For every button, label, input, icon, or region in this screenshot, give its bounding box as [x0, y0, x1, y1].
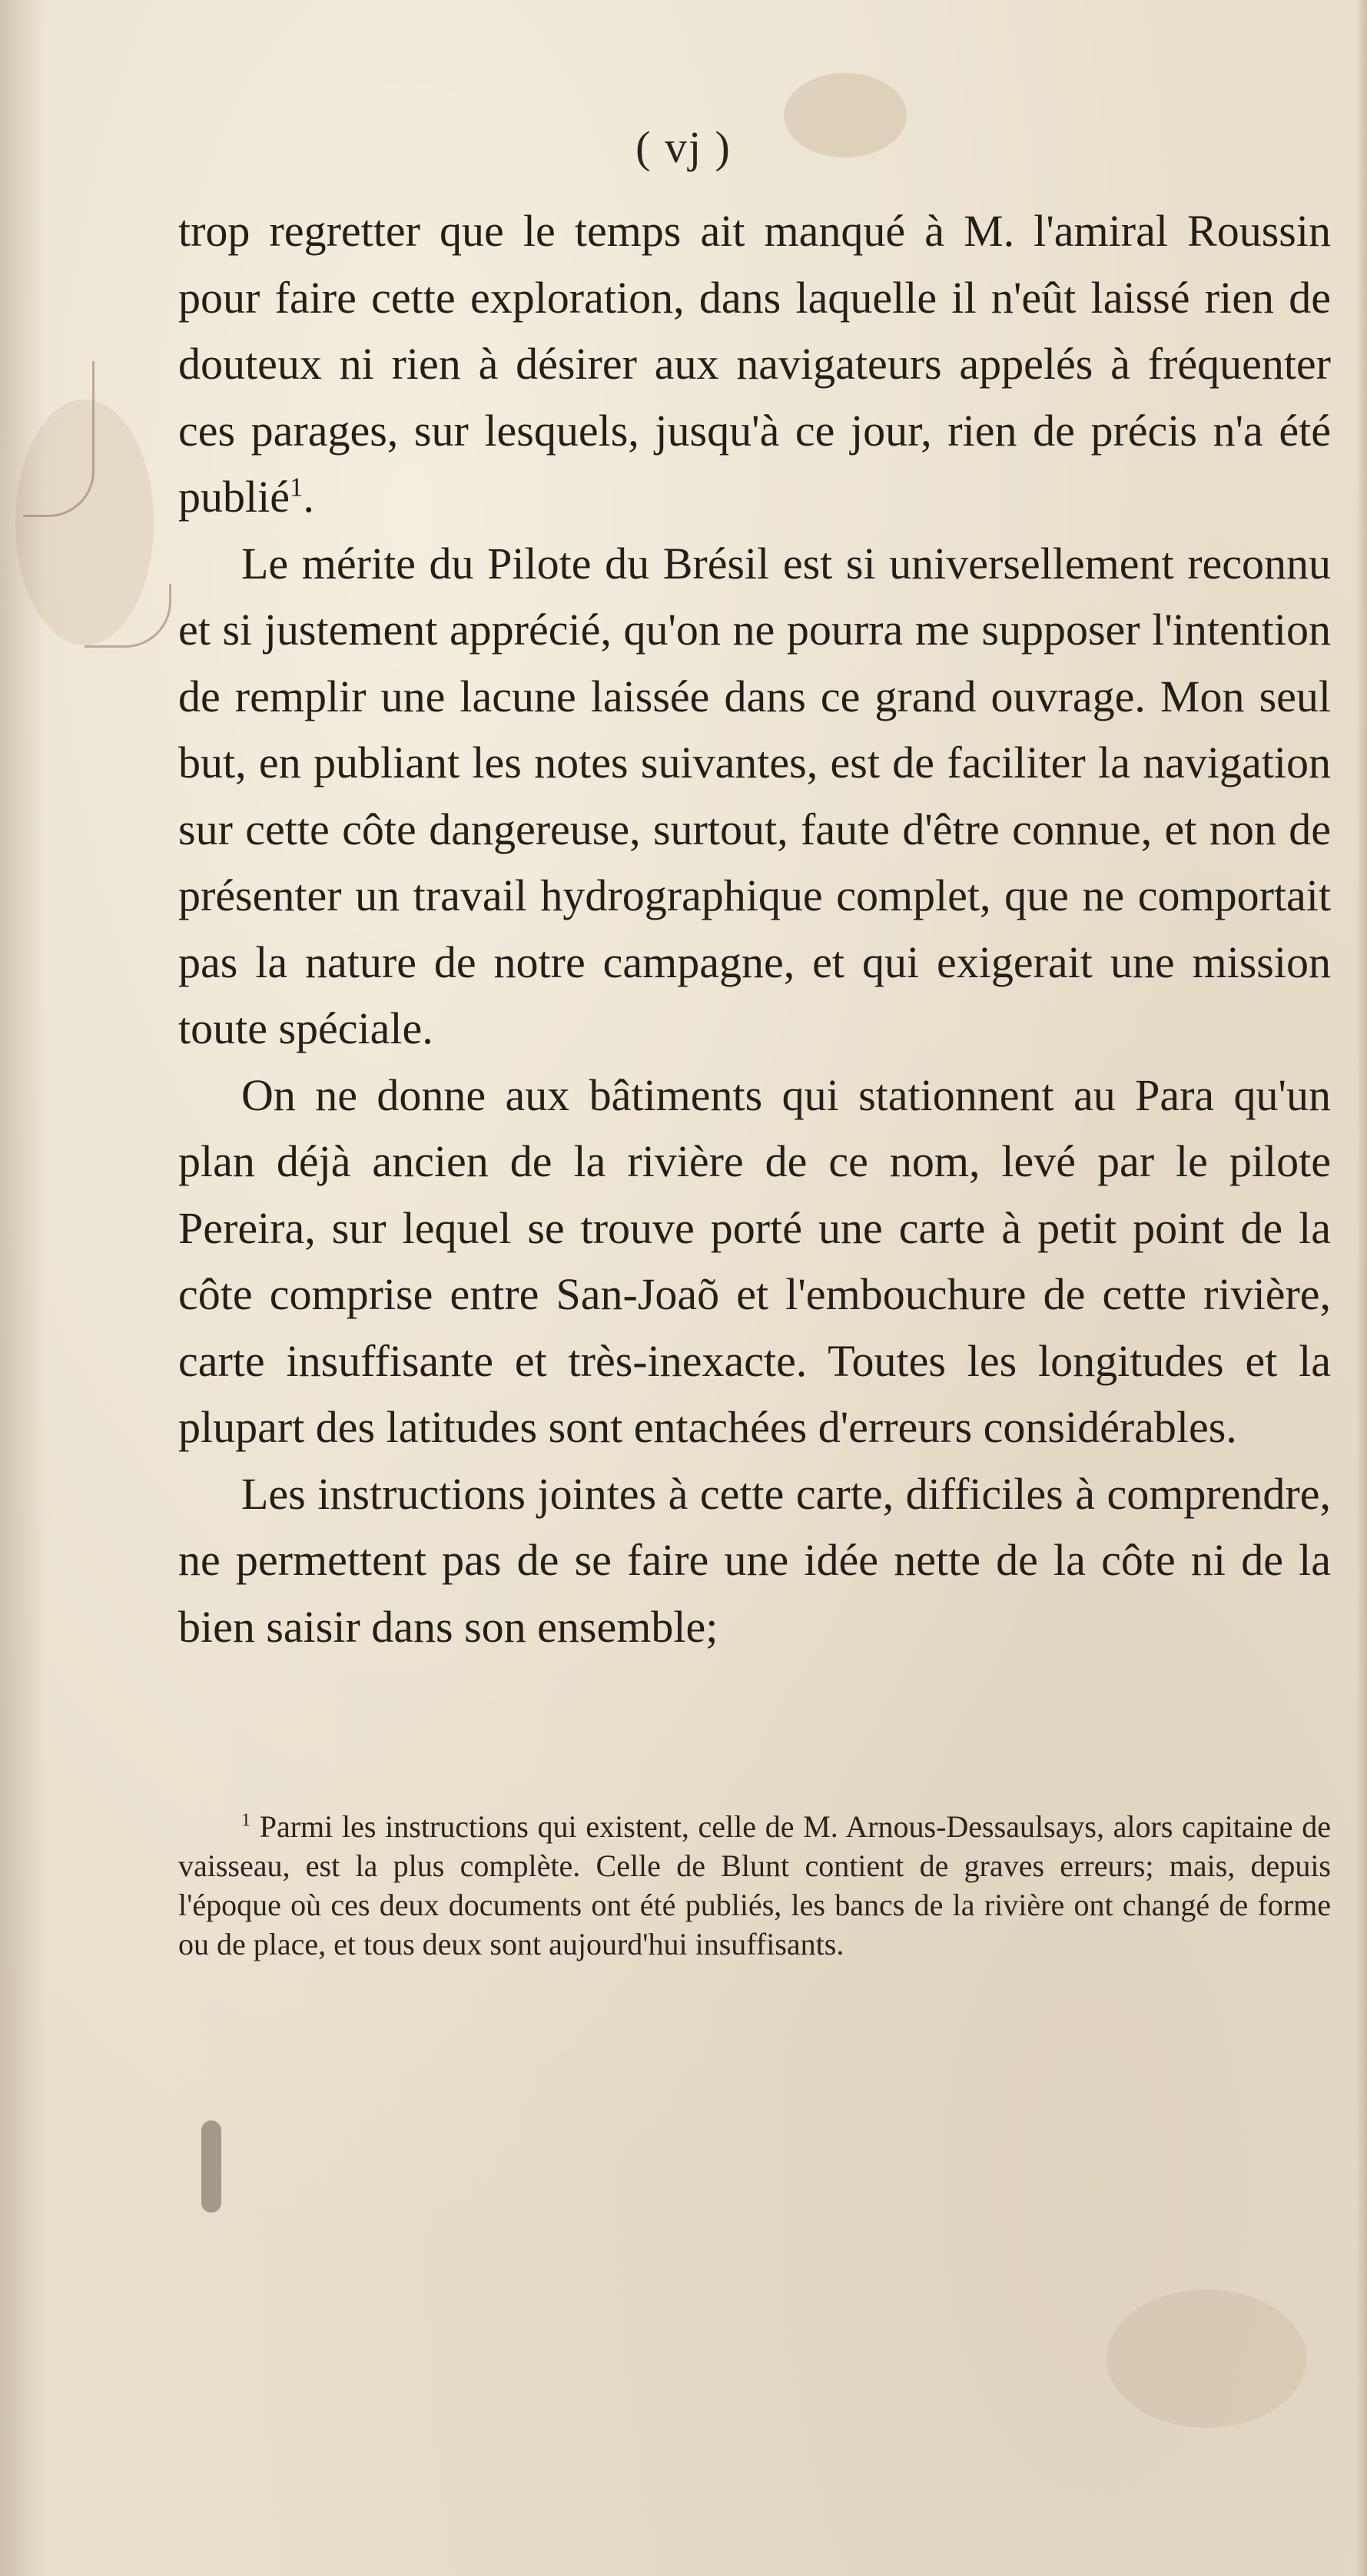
footnote-text: Parmi les instructions qui existent, celle de M. Arnous-Dessaulsays, alors capitaine de vaisseau, est la plus complète. Celle de Blunt contient de graves erreurs; mais, depuis l'époque où ces deux documents ont été publiés, les bancs de la rivière ont changé de forme ou de place, et tous deux sont aujourd'hui insuffisants.: [178, 1809, 1331, 1961]
paragraph-1-text: trop regretter que le temps ait manqué à M. l'amiral Roussin pour faire cette exploration, dans laquelle il n'eût laissé rien de douteux ni rien à désirer aux navigateurs appelés à fréquenter ces parages, sur lesquels, jusqu'à ce jour, rien de précis n'a été publié: [178, 206, 1331, 522]
main-text: [178, 198, 1331, 1660]
page-tear-mark: [23, 361, 95, 517]
page-folio: ( vj ): [635, 122, 732, 172]
paper-stain: [1107, 2289, 1306, 2428]
paragraph-1: [178, 198, 1331, 531]
paragraph-2: Le mérite du Pilote du Brésil est si universellement reconnu et si justement apprécié, qu'on ne pourra me supposer l'intention de remplir une lacune laissée dans ce grand ouvrage. Mon seul but, en publiant les notes suivantes, est de faciliter la navigation sur cette côte dangereuse, surtout, faute d'être connue, et non de présenter un travail hydrographique complet, que ne comportait pas la nature de notre campagne, et qui exigerait une mission toute spéciale.: [178, 538, 1331, 1053]
footnotes: [178, 1807, 1331, 1964]
footnote-reference: 1: [289, 472, 304, 502]
margin-ink-mark: [201, 2120, 221, 2213]
footnote: [178, 1807, 1331, 1964]
paragraph-3: On ne donne aux bâtiments qui stationnent au Para qu'un plan déjà ancien de la rivière de ce nom, levé par le pilote Pereira, sur lequel se trouve porté une carte à petit point de la côte comprise entre San-Joaõ et l'embouchure de cette rivière, carte insuffisante et très-inexacte. Toutes les longitudes et la plupart des latitudes sont entachées d'erreurs considérables.: [178, 1069, 1331, 1452]
paragraph-4: Les instructions jointes à cette carte, difficiles à comprendre, ne permettent pas de se faire une idée nette de la côte ni de la bien saisir dans son ensemble;: [178, 1468, 1331, 1652]
page-tear-mark: [85, 584, 171, 648]
page-edge: [1356, 0, 1367, 2576]
paragraph-1-end: .: [303, 472, 314, 522]
footnote-marker: 1: [241, 1810, 251, 1831]
